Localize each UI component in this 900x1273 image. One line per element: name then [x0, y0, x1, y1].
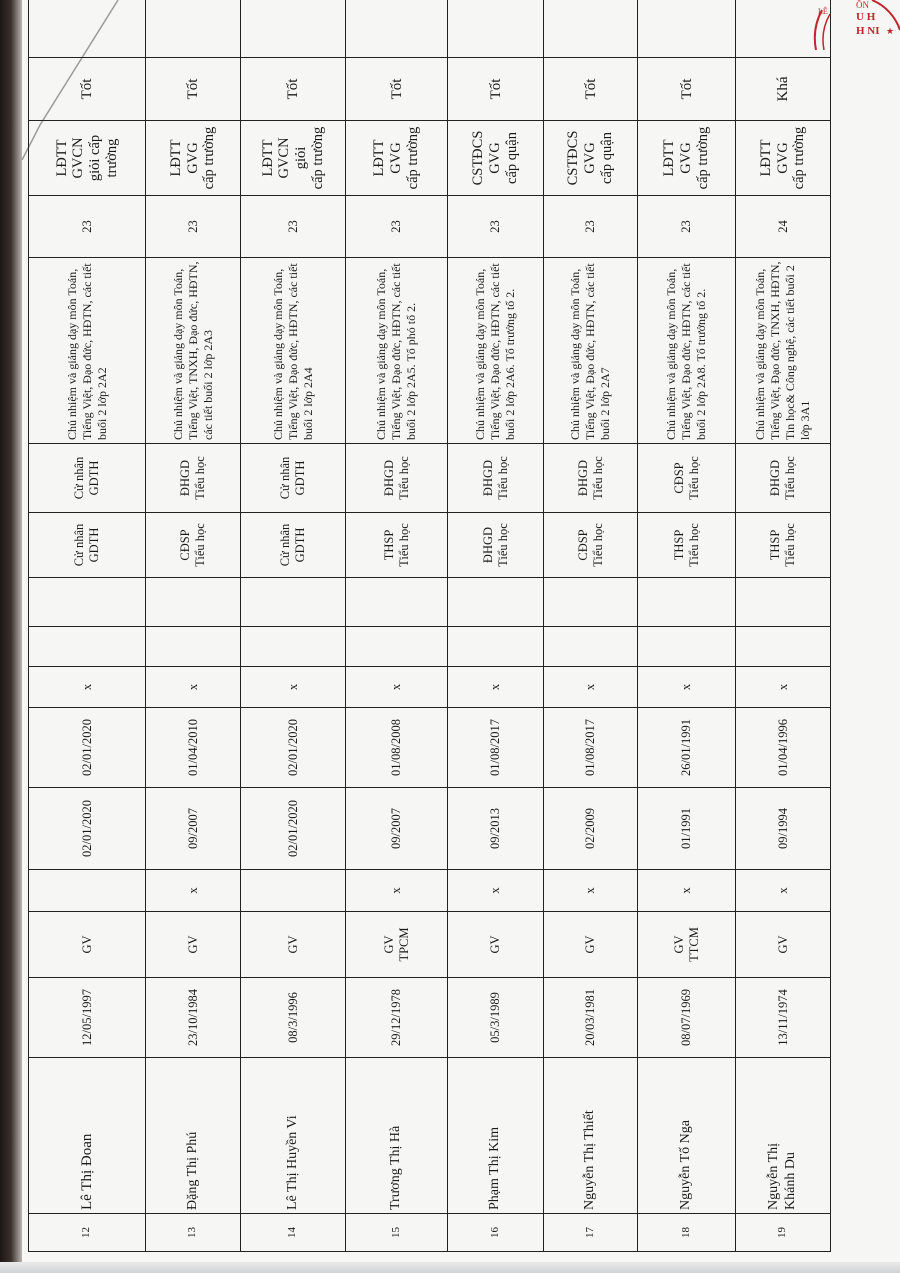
date-2-cell: 26/01/1991	[638, 708, 736, 788]
last-cell	[241, 0, 346, 58]
hours-cell: 23	[448, 196, 544, 258]
blank-1-cell	[448, 627, 544, 667]
blank-2-cell	[448, 578, 544, 627]
degree-2-cell: Cử nhân GDTH	[29, 444, 146, 513]
task-cell: Chủ nhiệm và giảng dạy môn Toán, Tiếng Việt, Đạo đức, HĐTN, các tiết buổi 2 lớp 2A7	[544, 258, 638, 444]
task-cell: Chủ nhiệm và giảng dạy môn Toán, Tiếng Việt, TNXH, Đạo đức, HĐTN, các tiết buổi 2 lớp 2A3	[146, 258, 241, 444]
degree-1-cell: THSP Tiểu học	[346, 513, 448, 578]
blank-1-cell	[638, 627, 736, 667]
degree-1-cell: CĐSP Tiểu học	[146, 513, 241, 578]
award-cell: LĐTT GVCN giỏi cấp trường	[241, 121, 346, 196]
hours-cell: 24	[736, 196, 831, 258]
last-cell	[146, 0, 241, 58]
dob-cell: 20/03/1981	[544, 978, 638, 1058]
table-row	[146, 0, 241, 1252]
mark-1-cell: x	[146, 870, 241, 912]
degree-2-cell: ĐHGD Tiểu học	[544, 444, 638, 513]
award-cell: LĐTT GVG cấp trường	[346, 121, 448, 196]
position-cell: GV TPCM	[346, 912, 448, 978]
stt-cell: 19	[736, 1214, 831, 1252]
stt-cell: 13	[146, 1214, 241, 1252]
name-cell: Đặng Thị Phú	[146, 1058, 241, 1214]
degree-1-cell: THSP Tiểu học	[736, 513, 831, 578]
stt-cell: 16	[448, 1214, 544, 1252]
degree-1-cell: Cử nhân GDTH	[241, 513, 346, 578]
stamp-text: H NI	[856, 25, 880, 37]
task-cell: Chủ nhiệm và giảng dạy môn Toán, Tiếng Việt, Đạo đức, TNXH, HĐTN, Tin học& Công nghệ, các tiết buổi 2 lớp 3A1	[736, 258, 831, 444]
table-row	[544, 0, 638, 1252]
blank-2-cell	[241, 578, 346, 627]
mark-1-cell: x	[346, 870, 448, 912]
task-cell: Chủ nhiệm và giảng dạy môn Toán, Tiếng Việt, Đạo đức, HĐTN, các tiết buổi 2 lớp 2A5. Tổ phó tổ 2.	[346, 258, 448, 444]
stt-cell: 15	[346, 1214, 448, 1252]
degree-2-cell: ĐHGD Tiểu học	[736, 444, 831, 513]
stt-cell: 14	[241, 1214, 346, 1252]
table-row	[736, 0, 831, 1252]
date-2-cell: 01/08/2017	[448, 708, 544, 788]
mark-1-cell	[29, 870, 146, 912]
date-1-cell: 02/01/2020	[241, 788, 346, 870]
position-cell: GV	[241, 912, 346, 978]
date-2-cell: 01/04/1996	[736, 708, 831, 788]
dob-cell: 23/10/1984	[146, 978, 241, 1058]
mark-2-cell: x	[241, 667, 346, 708]
last-cell	[638, 0, 736, 58]
stamp-star-icon: ★	[886, 26, 895, 36]
date-1-cell: 09/2007	[146, 788, 241, 870]
award-cell: LĐTT GVG cấp trường	[736, 121, 831, 196]
position-cell: GV	[29, 912, 146, 978]
name-cell: Nguyễn Tố Nga	[638, 1058, 736, 1214]
blank-1-cell	[146, 627, 241, 667]
task-cell: Chủ nhiệm và giảng dạy môn Toán, Tiếng Việt, Đạo đức, HĐTN, các tiết buổi 2 lớp 2A6. Tổ trưởng tổ 2.	[448, 258, 544, 444]
red-stamp	[812, 0, 900, 50]
award-cell: LĐTT GVCN giỏi cấp trường	[29, 121, 146, 196]
position-cell: GV TTCM	[638, 912, 736, 978]
award-cell: LĐTT GVG cấp trường	[146, 121, 241, 196]
table-row	[241, 0, 346, 1252]
date-2-cell: 01/04/2010	[146, 708, 241, 788]
stt-cell: 17	[544, 1214, 638, 1252]
mark-2-cell: x	[544, 667, 638, 708]
degree-2-cell: CĐSP Tiểu học	[638, 444, 736, 513]
task-cell: Chủ nhiệm và giảng dạy môn Toán, Tiếng Việt, Đạo đức, HĐTN, các tiết buổi 2 lớp 2A8. Tổ trưởng tổ 2.	[638, 258, 736, 444]
name-cell: Lê Thị Đoan	[29, 1058, 146, 1214]
name-cell: Nguyễn Thị Thiết	[544, 1058, 638, 1214]
date-1-cell: 02/01/2020	[29, 788, 146, 870]
last-cell	[544, 0, 638, 58]
degree-1-cell: CĐSP Tiểu học	[544, 513, 638, 578]
stt-cell: 18	[638, 1214, 736, 1252]
position-cell: GV	[736, 912, 831, 978]
dob-cell: 05/3/1989	[448, 978, 544, 1058]
mark-1-cell: x	[736, 870, 831, 912]
hours-cell: 23	[29, 196, 146, 258]
date-2-cell: 02/01/2020	[29, 708, 146, 788]
rating-cell: Khá	[736, 58, 831, 121]
stamp-text: LÊ	[818, 7, 828, 16]
blank-2-cell	[736, 578, 831, 627]
name-cell: Nguyễn Thị Khánh Du	[736, 1058, 831, 1214]
degree-1-cell: Cử nhân GDTH	[29, 513, 146, 578]
blank-1-cell	[29, 627, 146, 667]
degree-2-cell: Cử nhân GDTH	[241, 444, 346, 513]
date-1-cell: 09/1994	[736, 788, 831, 870]
blank-1-cell	[346, 627, 448, 667]
table-row	[448, 0, 544, 1252]
table-row	[346, 0, 448, 1252]
dob-cell: 29/12/1978	[346, 978, 448, 1058]
hours-cell: 23	[346, 196, 448, 258]
name-cell: Lê Thị Huyền Vi	[241, 1058, 346, 1214]
blank-1-cell	[544, 627, 638, 667]
blank-2-cell	[346, 578, 448, 627]
mark-2-cell: x	[29, 667, 146, 708]
mark-2-cell: x	[448, 667, 544, 708]
dob-cell: 12/05/1997	[29, 978, 146, 1058]
table-row	[29, 0, 146, 1252]
dob-cell: 08/07/1969	[638, 978, 736, 1058]
date-1-cell: 09/2013	[448, 788, 544, 870]
task-cell: Chủ nhiệm và giảng dạy môn Toán, Tiếng Việt, Đạo đức, HĐTN, các tiết buổi 2 lớp 2A2	[29, 258, 146, 444]
position-cell: GV	[448, 912, 544, 978]
staff-table	[28, 0, 831, 1252]
mark-2-cell: x	[346, 667, 448, 708]
blank-2-cell	[29, 578, 146, 627]
degree-2-cell: ĐHGD Tiểu học	[146, 444, 241, 513]
date-1-cell: 01/1991	[638, 788, 736, 870]
rating-cell: Tốt	[29, 58, 146, 121]
blank-2-cell	[544, 578, 638, 627]
blank-2-cell	[146, 578, 241, 627]
name-cell: Phạm Thị Kim	[448, 1058, 544, 1214]
mark-1-cell: x	[544, 870, 638, 912]
degree-2-cell: ĐHGD Tiểu học	[346, 444, 448, 513]
stt-cell: 12	[29, 1214, 146, 1252]
hours-cell: 23	[241, 196, 346, 258]
blank-1-cell	[241, 627, 346, 667]
mark-1-cell	[241, 870, 346, 912]
mark-2-cell: x	[146, 667, 241, 708]
mark-1-cell: x	[638, 870, 736, 912]
date-2-cell: 01/08/2017	[544, 708, 638, 788]
position-cell: GV	[544, 912, 638, 978]
dob-cell: 13/11/1974	[736, 978, 831, 1058]
blank-2-cell	[638, 578, 736, 627]
rating-cell: Tốt	[346, 58, 448, 121]
date-1-cell: 02/2009	[544, 788, 638, 870]
hours-cell: 23	[638, 196, 736, 258]
rating-cell: Tốt	[544, 58, 638, 121]
date-1-cell: 09/2007	[346, 788, 448, 870]
date-2-cell: 01/08/2008	[346, 708, 448, 788]
name-cell: Trương Thị Hà	[346, 1058, 448, 1214]
award-cell: CSTĐCS GVG cấp quận	[544, 121, 638, 196]
hours-cell: 23	[544, 196, 638, 258]
mark-2-cell: x	[638, 667, 736, 708]
task-cell: Chủ nhiệm và giảng dạy môn Toán, Tiếng Việt, Đạo đức, HĐTN, các tiết buổi 2 lớp 2A4	[241, 258, 346, 444]
dob-cell: 08/3/1996	[241, 978, 346, 1058]
date-2-cell: 02/01/2020	[241, 708, 346, 788]
last-cell	[448, 0, 544, 58]
table-row	[638, 0, 736, 1252]
rating-cell: Tốt	[448, 58, 544, 121]
rating-cell: Tốt	[146, 58, 241, 121]
position-cell: GV	[146, 912, 241, 978]
mark-2-cell: x	[736, 667, 831, 708]
degree-2-cell: ĐHGD Tiểu học	[448, 444, 544, 513]
degree-1-cell: THSP Tiểu học	[638, 513, 736, 578]
award-cell: CSTĐCS GVG cấp quận	[448, 121, 544, 196]
stamp-text: ỒN	[856, 0, 869, 10]
degree-1-cell: ĐHGD Tiểu học	[448, 513, 544, 578]
rating-cell: Tốt	[638, 58, 736, 121]
mark-1-cell: x	[448, 870, 544, 912]
stamp-text: U H	[856, 11, 876, 23]
last-cell	[29, 0, 146, 58]
hours-cell: 23	[146, 196, 241, 258]
last-cell	[346, 0, 448, 58]
rating-cell: Tốt	[241, 58, 346, 121]
award-cell: LĐTT GVG cấp trường	[638, 121, 736, 196]
blank-1-cell	[736, 627, 831, 667]
